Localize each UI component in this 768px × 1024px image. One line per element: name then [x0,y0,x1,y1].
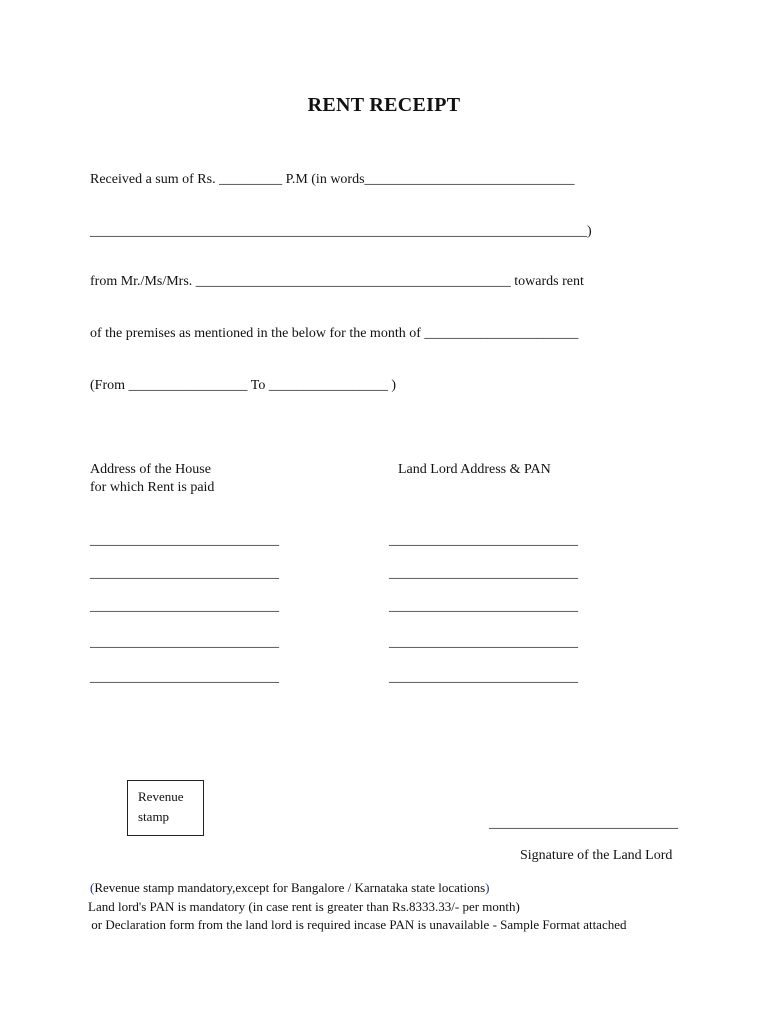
revenue-stamp-box [127,780,204,836]
landlord-address-blank: ___________________________ [389,670,578,685]
landlord-address-blank: ___________________________ [389,533,578,548]
signature-label: Signature of the Land Lord [520,848,673,863]
page-title: RENT RECEIPT [307,94,461,116]
stamp-note [90,880,490,896]
house-address-blank: ___________________________ [90,566,279,581]
landlord-address-label: Land Lord Address & PAN [398,462,551,477]
house-address-blank: ___________________________ [90,533,279,548]
landlord-address-blank: ___________________________ [389,635,578,650]
landlord-address-blank: ___________________________ [389,566,578,581]
revenue-stamp-label [138,787,183,827]
amount-in-words-line: _______________________________________________________________________) [90,224,592,239]
landlord-address-blank: ___________________________ [389,599,578,614]
stamp-note-open-paren: ( [90,880,95,895]
stamp-note-text: Revenue stamp mandatory,except for Bangalore / Karnataka state locations [94,880,486,895]
house-address-label: Address of the House [90,462,211,477]
house-address-blank: ___________________________ [90,670,279,685]
received-sum-line: Received a sum of Rs. _________ P.M (in words______________________________ [90,172,575,187]
house-address-label-2: for which Rent is paid [90,480,215,495]
house-address-blank: ___________________________ [90,599,279,614]
revenue-stamp-line2: stamp [138,809,170,824]
house-address-blank: ___________________________ [90,635,279,650]
signature-blank: ___________________________ [489,816,678,831]
premises-month-line: of the premises as mentioned in the below for the month of ______________________ [90,326,579,341]
pan-note: Land lord's PAN is mandatory (in case rent is greater than Rs.8333.33/- per month) [88,899,520,914]
rent-period-line: (From _________________ To _________________ ) [90,378,396,393]
declaration-note: or Declaration form from the land lord is required incase PAN is unavailable - Sample Format attached [88,917,627,932]
stamp-note-close-paren: ) [485,880,490,895]
revenue-stamp-line1: Revenue [138,789,184,804]
from-tenant-line: from Mr./Ms/Mrs. _____________________________________________ towards rent [90,274,584,289]
